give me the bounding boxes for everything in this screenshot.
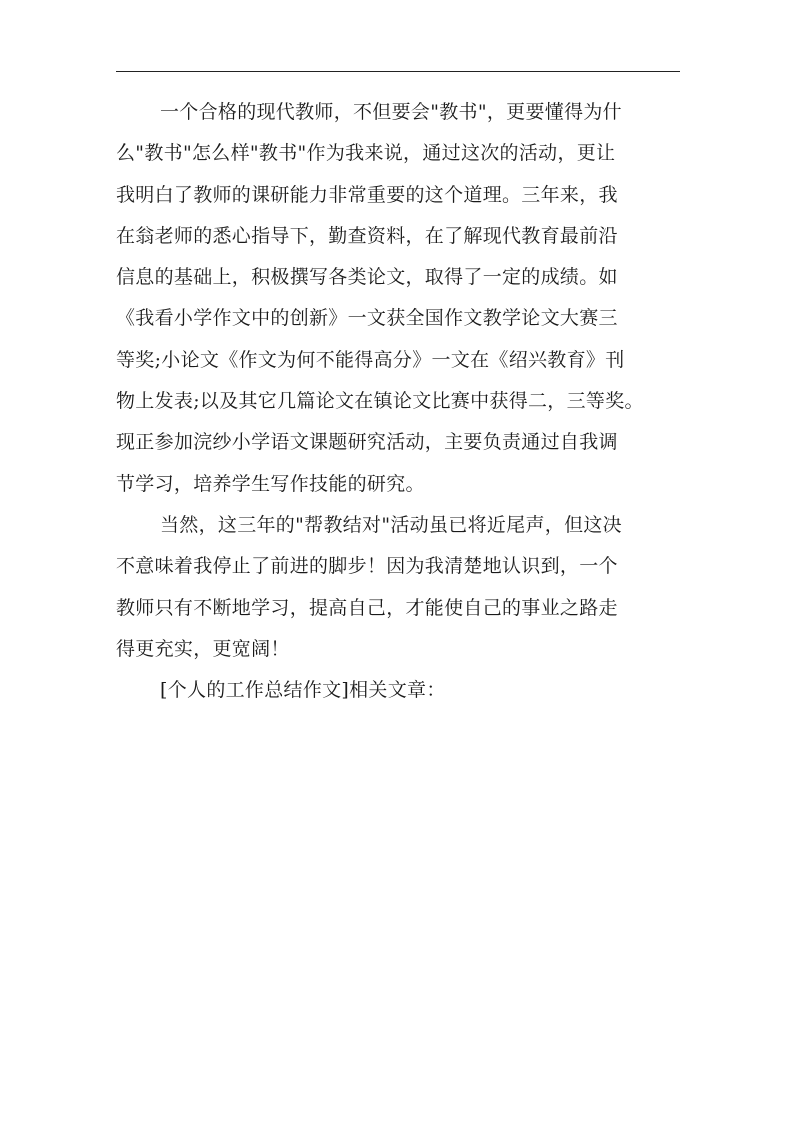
paragraph-2 <box>116 505 686 670</box>
paragraph-line: 得更充实，更宽阔！ <box>116 637 290 660</box>
paragraph-1 <box>116 92 686 505</box>
paragraph-line: 我明白了教师的课研能力非常重要的这个道理。三年来，我 <box>116 183 618 206</box>
paragraph-line: 物上发表;以及其它几篇论文在镇论文比赛中获得二，三等奖。 <box>116 390 644 413</box>
paragraph-line: 教师只有不断地学习，提高自己，才能使自己的事业之路走 <box>116 596 618 619</box>
paragraph-line: 《我看小学作文中的创新》一文获全国作文教学论文大赛三 <box>116 307 618 330</box>
paragraph-line: 当然，这三年的"帮教结对"活动虽已将近尾声，但这决 <box>160 513 622 536</box>
paragraph-line: 信息的基础上，积极撰写各类论文，取得了一定的成绩。如 <box>116 266 618 289</box>
paragraph-3 <box>116 670 686 711</box>
paragraph-line: 等奖;小论文《作文为何不能得高分》一文在《绍兴教育》刊 <box>116 348 625 371</box>
header-rule <box>116 71 680 72</box>
related-articles-heading: [个人的工作总结作文]相关文章： <box>160 679 446 702</box>
paragraph-line: 节学习，培养学生写作技能的研究。 <box>116 472 425 495</box>
paragraph-line: 么"教书"怎么样"教书"作为我来说，通过这次的活动，更让 <box>116 142 616 165</box>
paragraph-line: 在翁老师的悉心指导下，勤查资料，在了解现代教育最前沿 <box>116 224 618 247</box>
document-body <box>116 92 686 711</box>
paragraph-line: 一个合格的现代教师，不但要会"教书"，更要懂得为什 <box>160 101 622 123</box>
paragraph-line: 不意味着我停止了前进的脚步！因为我清楚地认识到，一个 <box>116 555 618 578</box>
paragraph-line: 现正参加浣纱小学语文课题研究活动，主要负责通过自我调 <box>116 431 618 454</box>
